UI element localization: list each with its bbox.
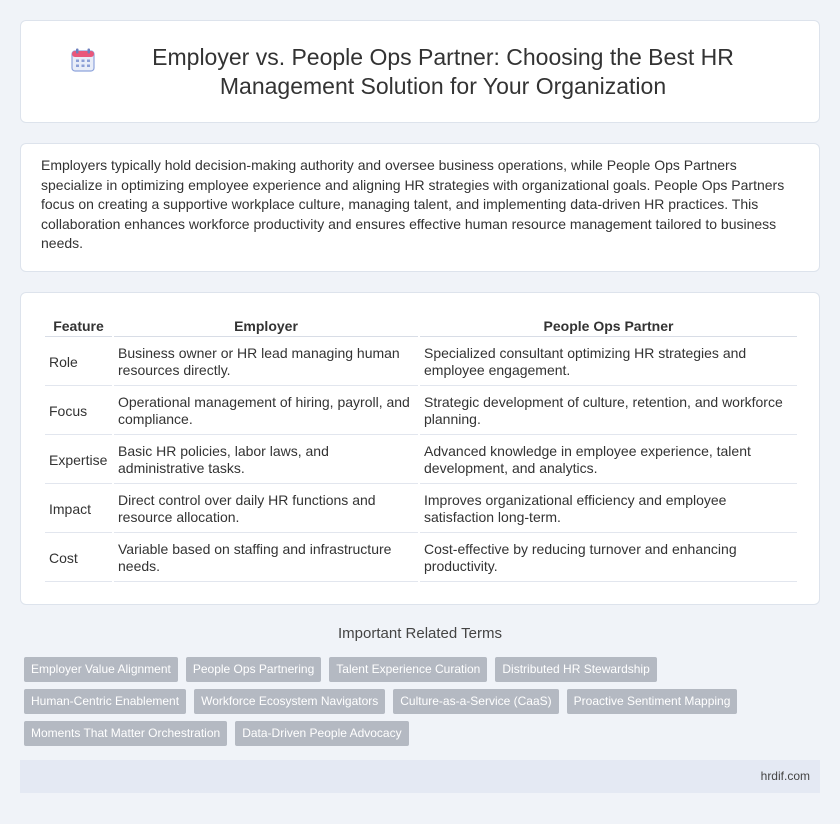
title-card (20, 20, 820, 123)
feature-cell: Impact (45, 486, 112, 533)
header-people-ops-partner: People Ops Partner (420, 315, 797, 337)
footer-site-link[interactable]: hrdif.com (760, 769, 810, 783)
term-tag[interactable]: Talent Experience Curation (329, 657, 487, 682)
employer-cell: Direct control over daily HR functions and resource allocation. (114, 486, 418, 533)
employer-cell: Business owner or HR lead managing human resources directly. (114, 339, 418, 386)
table-header-row (45, 315, 797, 337)
related-terms-heading: Important Related Terms (338, 625, 502, 642)
intro-card (20, 143, 820, 272)
table-row (45, 437, 797, 484)
comparison-table-card (20, 292, 820, 605)
page-title: Employer vs. People Ops Partner: Choosing the Best HR Management Solution for Your Organization (152, 43, 734, 99)
employer-cell: Operational management of hiring, payroll, and compliance. (114, 388, 418, 435)
feature-cell: Role (45, 339, 112, 386)
term-tag[interactable]: Culture-as-a-Service (CaaS) (393, 689, 558, 714)
term-tag[interactable]: Proactive Sentiment Mapping (567, 689, 738, 714)
partner-cell: Cost-effective by reducing turnover and enhancing productivity. (420, 535, 797, 582)
feature-cell: Focus (45, 388, 112, 435)
term-tag[interactable]: Workforce Ecosystem Navigators (194, 689, 385, 714)
term-tag[interactable]: Human-Centric Enablement (24, 689, 186, 714)
partner-cell: Specialized consultant optimizing HR strategies and employee engagement. (420, 339, 797, 386)
table-row (45, 535, 797, 582)
header-employer: Employer (114, 315, 418, 337)
term-tag[interactable]: Moments That Matter Orchestration (24, 721, 227, 746)
term-tag[interactable]: Employer Value Alignment (24, 657, 178, 682)
table-row (45, 339, 797, 386)
employer-cell: Variable based on staffing and infrastructure needs. (114, 535, 418, 582)
footer (20, 760, 820, 793)
term-tag[interactable]: Distributed HR Stewardship (495, 657, 656, 682)
feature-cell: Cost (45, 535, 112, 582)
partner-cell: Advanced knowledge in employee experience, talent development, and analytics. (420, 437, 797, 484)
header-feature: Feature (45, 315, 112, 337)
table-row (45, 486, 797, 533)
feature-cell: Expertise (45, 437, 112, 484)
term-tag[interactable]: Data-Driven People Advocacy (235, 721, 408, 746)
title-wrap (70, 43, 770, 101)
partner-cell: Improves organizational efficiency and employee satisfaction long-term. (420, 486, 797, 533)
partner-cell: Strategic development of culture, retention, and workforce planning. (420, 388, 797, 435)
comparison-table (43, 313, 799, 584)
calendar-icon (70, 47, 96, 73)
intro-paragraph: Employers typically hold decision-making authority and oversee business operations, while People Ops Partners specialize in optimizing employee experience and aligning HR strategies with organizational goals. People Ops Partners focus on creating a supportive workplace culture, managing talent, and implementing data-driven HR practices. This collaboration enhances workforce productivity and ensures effective human resource management tailored to business needs. (41, 157, 785, 252)
related-terms-tags (24, 657, 824, 753)
table-row (45, 388, 797, 435)
term-tag[interactable]: People Ops Partnering (186, 657, 321, 682)
employer-cell: Basic HR policies, labor laws, and administrative tasks. (114, 437, 418, 484)
